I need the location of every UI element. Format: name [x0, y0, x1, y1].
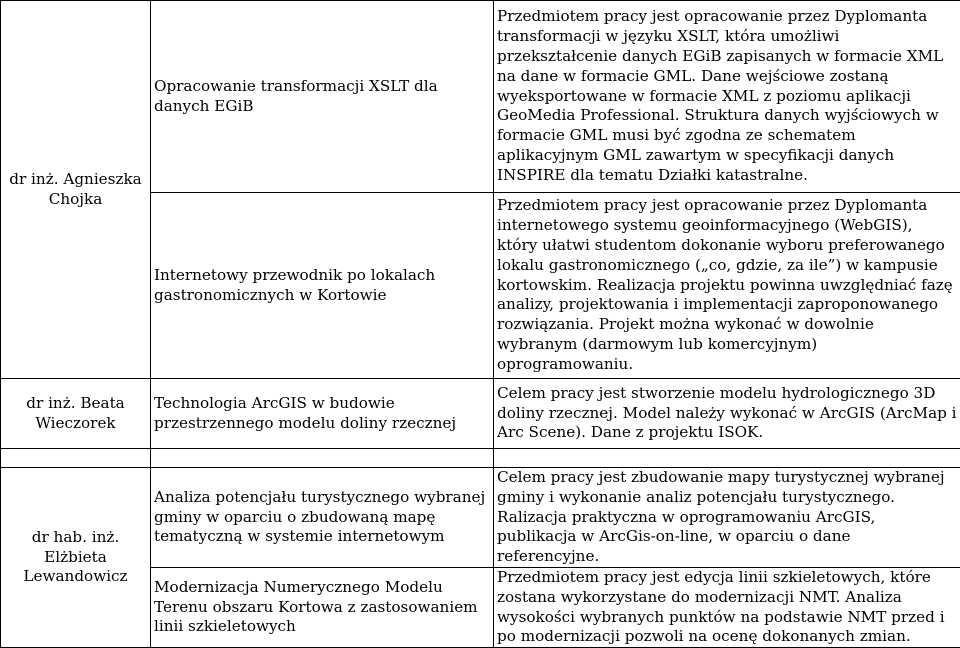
spacer-cell: [494, 449, 960, 468]
thesis-topic: Internetowy przewodnik po lokalach gastronomicznych w Kortowie: [151, 193, 494, 379]
spacer-row: [1, 449, 960, 468]
thesis-description: Przedmiotem pracy jest opracowanie przez Dyplomanta transformacji w języku XSLT, która umożliwi przekształcenie danych EGiB zapisanych w formacie XML na dane w formacie GML. Dane wejściowe zostaną wyeksportowane w formacie XML z poziomu aplikacji GeoMedia Professional. Struktura danych wyjściowych w formacie GML musi być zgodna ze schematem aplikacyjnym GML zawartym w specyfikacji danych INSPIRE dla tematu Działki katastralne.: [494, 1, 960, 193]
table-row: [1, 1, 960, 193]
thesis-topic: Modernizacja Numerycznego Modelu Terenu obszaru Kortowa z zastosowaniem linii szkieletowych: [151, 567, 494, 647]
thesis-description: Celem pracy jest stworzenie modelu hydrologicznego 3D doliny rzecznej. Model należy wykonać w ArcGIS (ArcMap i Arc Scene). Dane z projektu ISOK.: [494, 379, 960, 449]
supervisor-name-line: dr inż. Agnieszka: [4, 170, 147, 190]
thesis-topic: Technologia ArcGIS w budowie przestrzennego modelu doliny rzecznej: [151, 379, 494, 449]
thesis-description: Celem pracy jest zbudowanie mapy turystycznej wybranej gminy i wykonanie analiz potencjału turystycznego. Ralizacja praktyczna w oprogramowaniu ArcGIS, publikacja w ArcGis-on-line, w oparciu o dane referencyjne.: [494, 468, 960, 568]
supervisor-cell: [1, 379, 151, 449]
table-row: [1, 468, 960, 568]
spacer-cell: [151, 449, 494, 468]
supervisor-name-line: dr inż. Beata: [4, 394, 147, 414]
thesis-description: Przedmiotem pracy jest opracowanie przez Dyplomanta internetowego systemu geoinformacyjnego (WebGIS), który ułatwi studentom dokonanie wyboru preferowanego lokalu gastronomicznego („co, gdzie, za ile”) w kampusie kortowskim. Realizacja projektu powinna uwzględniać fazę analizy, projektowania i implementacji zaproponowanego rozwiązania. Projekt można wykonać w dowolnie wybranym (darmowym lub komercyjnym) oprogramowaniu.: [494, 193, 960, 379]
thesis-description: Przedmiotem pracy jest edycja linii szkieletowych, które zostana wykorzystane do modernizacji NMT. Analiza wysokości wybranych punktów na podstawie NMT przed i po modernizacji pozwoli na ocenę dokonanych zmian.: [494, 567, 960, 647]
thesis-topic: Opracowanie transformacji XSLT dla danych EGiB: [151, 1, 494, 193]
supervisor-name-line: Elżbieta: [4, 548, 147, 568]
supervisor-name-line: Lewandowicz: [4, 567, 147, 587]
supervisor-name-line: Chojka: [4, 190, 147, 210]
supervisor-cell: [1, 468, 151, 648]
supervisor-name-line: dr hab. inż.: [4, 528, 147, 548]
supervisor-name-line: Wieczorek: [4, 414, 147, 434]
thesis-topic: Analiza potencjału turystycznego wybranej gminy w oparciu o zbudowaną mapę tematyczną w systemie internetowym: [151, 468, 494, 568]
table-row: [1, 379, 960, 449]
spacer-cell: [1, 449, 151, 468]
supervisor-cell: [1, 1, 151, 379]
